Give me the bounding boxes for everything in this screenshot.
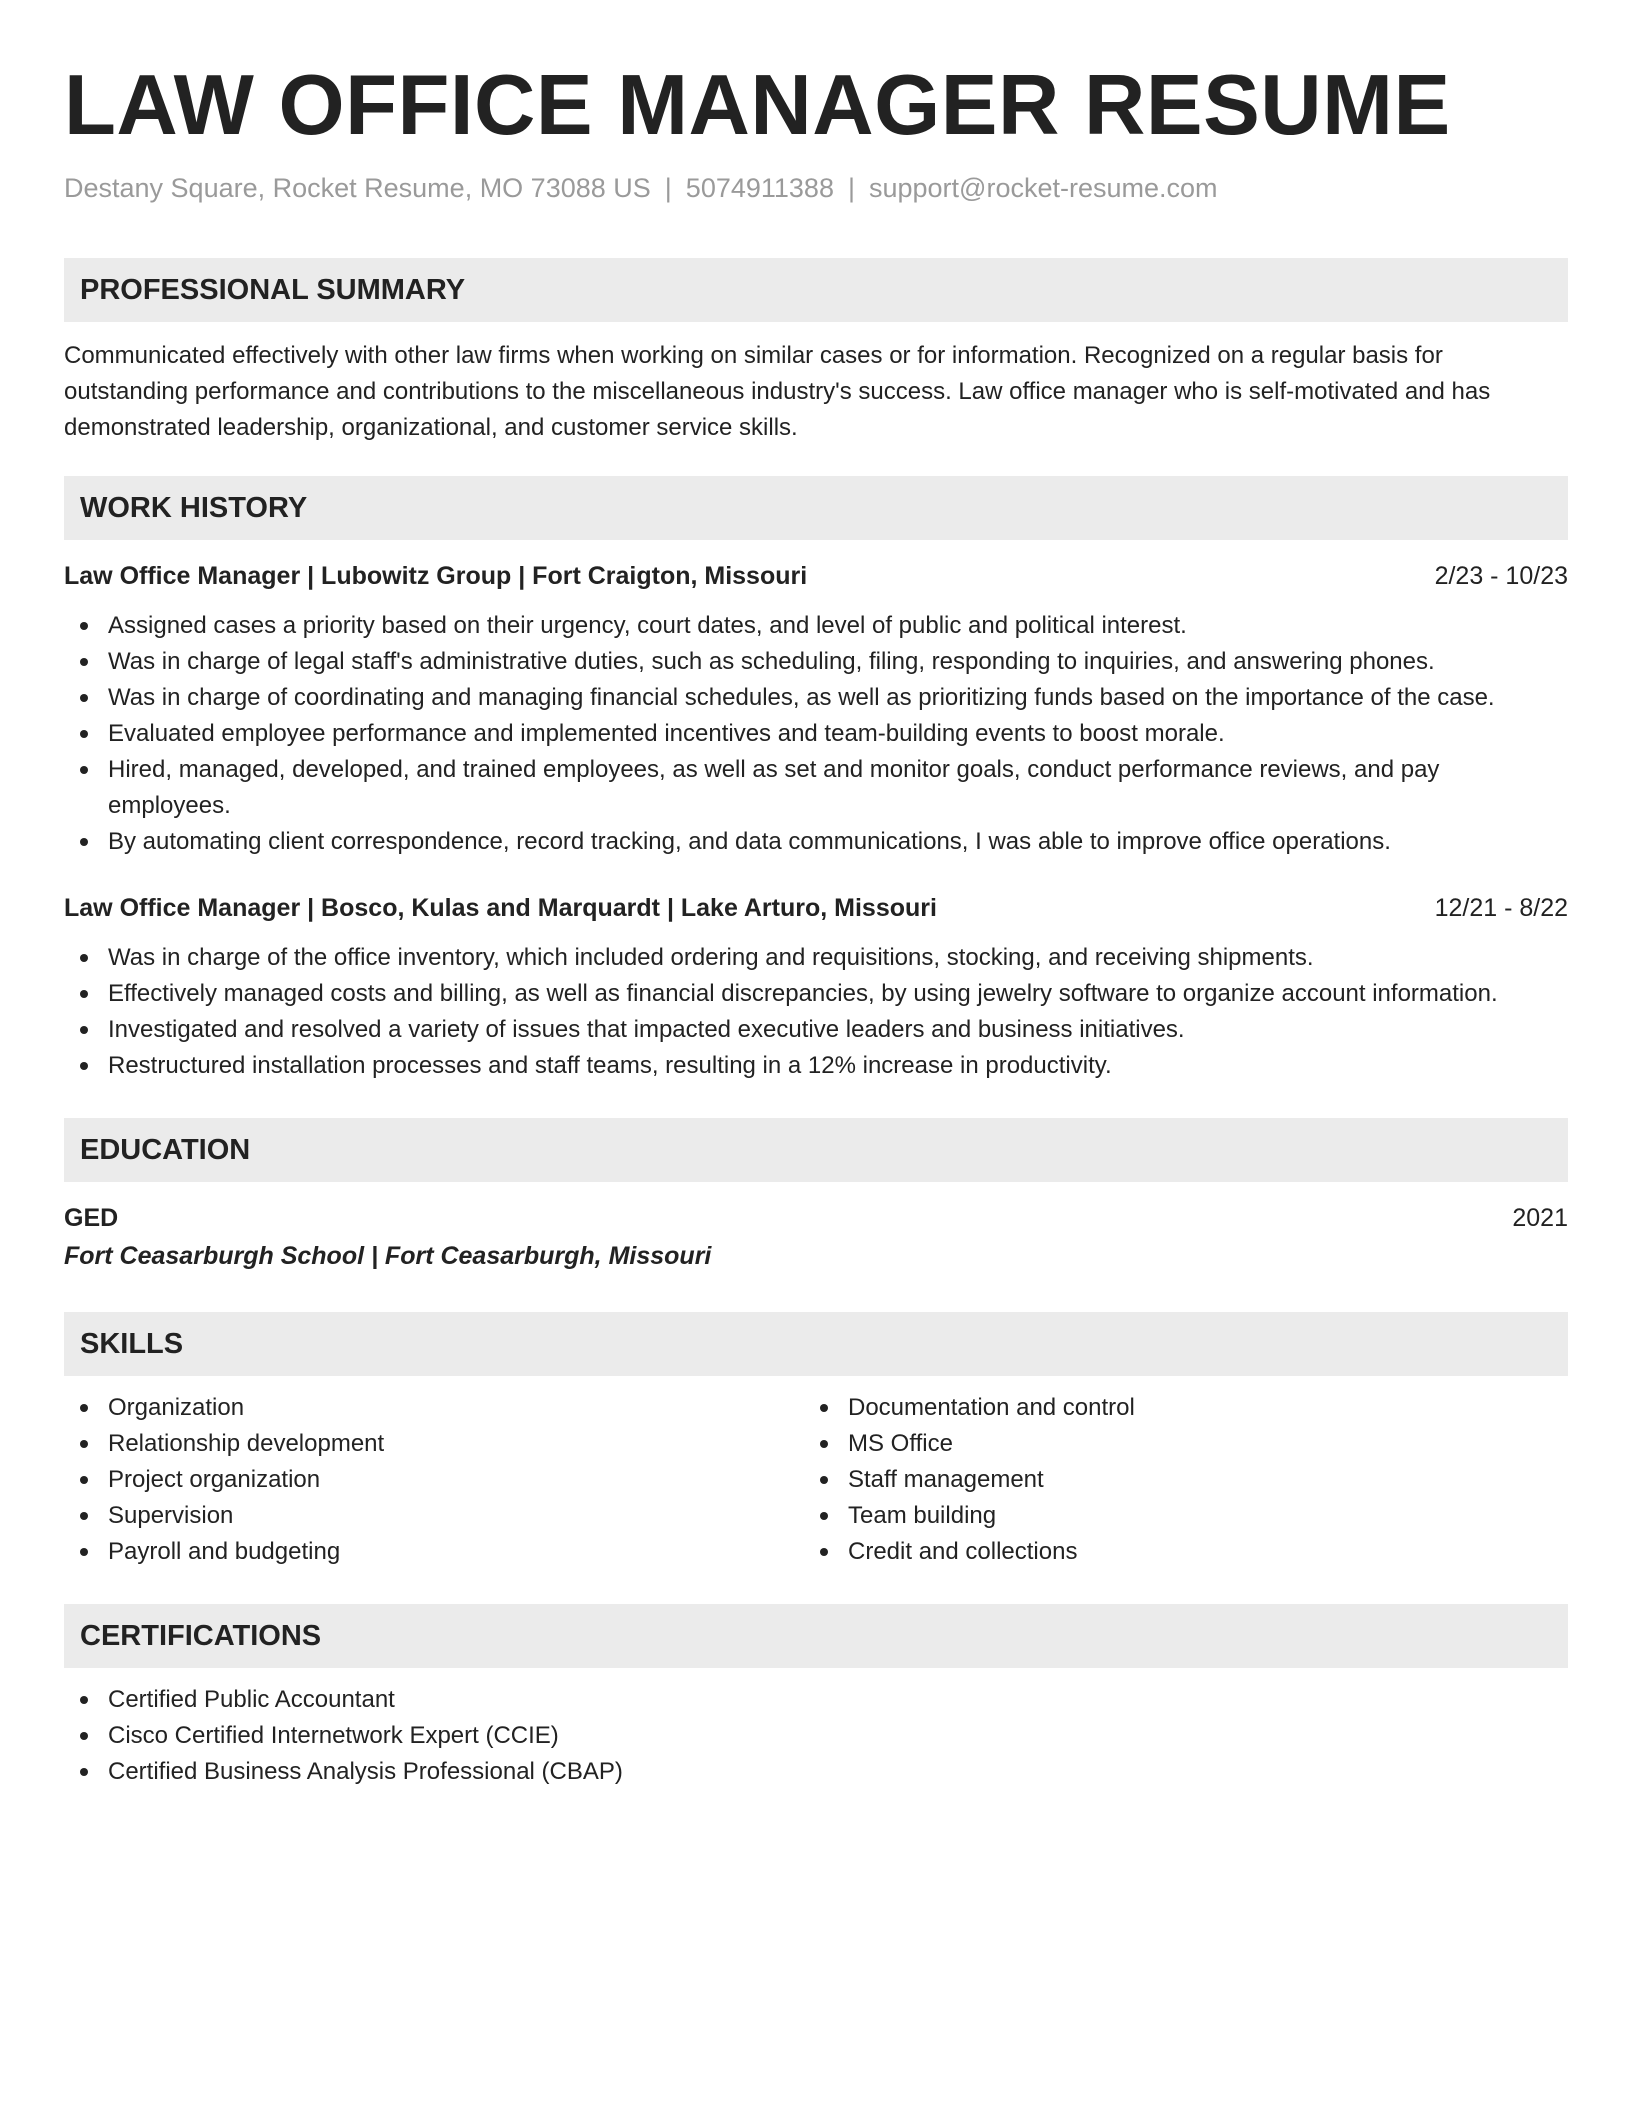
job-header — [64, 558, 1568, 594]
skill-text: Documentation and control — [848, 1394, 1135, 1421]
list-item — [64, 940, 1568, 976]
skills-column-right — [804, 1390, 1544, 1570]
bullet-icon — [80, 990, 88, 998]
contact-line — [64, 170, 1568, 206]
job-title: Law Office Manager | Bosco, Kulas and Marquardt | Lake Arturo, Missouri — [64, 894, 937, 922]
list-item — [64, 824, 1568, 860]
list-item — [64, 1012, 1568, 1048]
list-item — [64, 1426, 804, 1462]
section-header-skills: SKILLS — [64, 1312, 1568, 1376]
job-entry — [64, 890, 1568, 1084]
bullet-icon — [80, 658, 88, 666]
section-header-education: EDUCATION — [64, 1118, 1568, 1182]
contact-phone: 5074911388 — [685, 173, 834, 203]
skills-grid — [64, 1390, 1568, 1570]
resume-title: LAW OFFICE MANAGER RESUME — [64, 58, 1451, 153]
skills-column-left — [64, 1390, 804, 1570]
bullet-icon — [80, 1404, 88, 1412]
job-bullet-text: Effectively managed costs and billing, as well as financial discrepancies, by using jewelry software to organize account information. — [108, 980, 1498, 1007]
bullet-icon — [80, 1026, 88, 1034]
bullet-icon — [80, 1440, 88, 1448]
list-item — [64, 976, 1568, 1012]
list-item — [804, 1426, 1544, 1462]
summary-text: Communicated effectively with other law firms when working on similar cases or for information. Recognized on a regular basis for outstanding performance and contributions to the miscellaneous industry's success. Law office manager who is self-motivated and has demonstrated leadership, organizational, and customer service skills. — [64, 342, 1491, 441]
skill-text: Staff management — [848, 1466, 1044, 1493]
list-item — [64, 608, 1568, 644]
bullet-icon — [820, 1476, 828, 1484]
section-header-certifications: CERTIFICATIONS — [64, 1604, 1568, 1668]
job-bullet-text: Evaluated employee performance and implemented incentives and team-building events to boost morale. — [108, 720, 1225, 747]
certification-text: Certified Business Analysis Professional (CBAP) — [108, 1758, 623, 1785]
list-item — [64, 1718, 1568, 1754]
list-item — [804, 1390, 1544, 1426]
bullet-icon — [80, 1696, 88, 1704]
skill-text: Credit and collections — [848, 1538, 1078, 1565]
section-header-summary: PROFESSIONAL SUMMARY — [64, 258, 1568, 322]
skill-text: Organization — [108, 1394, 245, 1421]
skill-text: MS Office — [848, 1430, 953, 1457]
list-item — [64, 716, 1568, 752]
certification-text: Certified Public Accountant — [108, 1686, 395, 1713]
certification-text: Cisco Certified Internetwork Expert (CCIE) — [108, 1722, 559, 1749]
education-school: Fort Ceasarburgh School | Fort Ceasarburgh, Missouri — [64, 1242, 712, 1270]
certifications-list — [64, 1682, 1568, 1790]
list-item — [64, 752, 1568, 824]
job-header — [64, 890, 1568, 926]
list-item — [64, 1682, 1568, 1718]
list-item — [64, 1534, 804, 1570]
bullet-icon — [80, 1732, 88, 1740]
job-bullet-text: Was in charge of the office inventory, which included ordering and requisitions, stocking, and receiving shipments. — [108, 944, 1314, 971]
job-bullet-text: Was in charge of coordinating and managing financial schedules, as well as prioritizing funds based on the importance of the case. — [108, 684, 1495, 711]
bullet-icon — [820, 1512, 828, 1520]
education-header — [64, 1200, 1568, 1236]
job-bullet-text: Restructured installation processes and staff teams, resulting in a 12% increase in productivity. — [108, 1052, 1112, 1079]
skills-list — [64, 1390, 804, 1570]
bullet-icon — [80, 730, 88, 738]
bullet-icon — [80, 1768, 88, 1776]
job-dates: 2/23 - 10/23 — [1434, 562, 1568, 590]
list-item — [64, 644, 1568, 680]
skill-text: Relationship development — [108, 1430, 385, 1457]
skills-list — [804, 1390, 1544, 1570]
job-bullet-text: Assigned cases a priority based on their urgency, court dates, and level of public and political interest. — [108, 612, 1187, 639]
job-bullet-text: Investigated and resolved a variety of issues that impacted executive leaders and business initiatives. — [108, 1016, 1185, 1043]
bullet-icon — [80, 1548, 88, 1556]
education-degree: GED — [64, 1204, 119, 1232]
contact-separator: | — [664, 173, 672, 203]
list-item — [64, 1048, 1568, 1084]
bullet-icon — [80, 1476, 88, 1484]
list-item — [64, 680, 1568, 716]
education-year: 2021 — [1512, 1204, 1568, 1232]
section-header-work-history: WORK HISTORY — [64, 476, 1568, 540]
education-entry — [64, 1200, 1568, 1274]
bullet-icon — [80, 954, 88, 962]
list-item — [64, 1754, 1568, 1790]
bullet-icon — [80, 694, 88, 702]
skill-text: Team building — [848, 1502, 997, 1529]
job-bullet-text: Hired, managed, developed, and trained employees, as well as set and monitor goals, conduct performance reviews, and pay employees. — [108, 756, 1440, 819]
bullet-icon — [80, 838, 88, 846]
job-bullets — [64, 940, 1568, 1084]
job-entry — [64, 558, 1568, 860]
bullet-icon — [820, 1548, 828, 1556]
job-dates: 12/21 - 8/22 — [1434, 894, 1568, 922]
bullet-icon — [80, 1512, 88, 1520]
job-bullet-text: Was in charge of legal staff's administrative duties, such as scheduling, filing, responding to inquiries, and answering phones. — [108, 648, 1435, 675]
list-item — [804, 1462, 1544, 1498]
bullet-icon — [80, 622, 88, 630]
bullet-icon — [820, 1440, 828, 1448]
job-title: Law Office Manager | Lubowitz Group | Fort Craigton, Missouri — [64, 562, 808, 590]
bullet-icon — [80, 1062, 88, 1070]
skill-text: Payroll and budgeting — [108, 1538, 341, 1565]
skill-text: Project organization — [108, 1466, 321, 1493]
list-item — [804, 1498, 1544, 1534]
list-item — [64, 1498, 804, 1534]
bullet-icon — [820, 1404, 828, 1412]
list-item — [64, 1390, 804, 1426]
job-bullet-text: By automating client correspondence, record tracking, and data communications, I was able to improve office operations. — [108, 828, 1391, 855]
list-item — [804, 1534, 1544, 1570]
contact-address: Destany Square, Rocket Resume, MO 73088 US — [64, 173, 651, 203]
contact-email: support@rocket-resume.com — [868, 173, 1218, 203]
skill-text: Supervision — [108, 1502, 234, 1529]
job-bullets — [64, 608, 1568, 860]
bullet-icon — [80, 766, 88, 774]
contact-separator: | — [847, 173, 855, 203]
list-item — [64, 1462, 804, 1498]
